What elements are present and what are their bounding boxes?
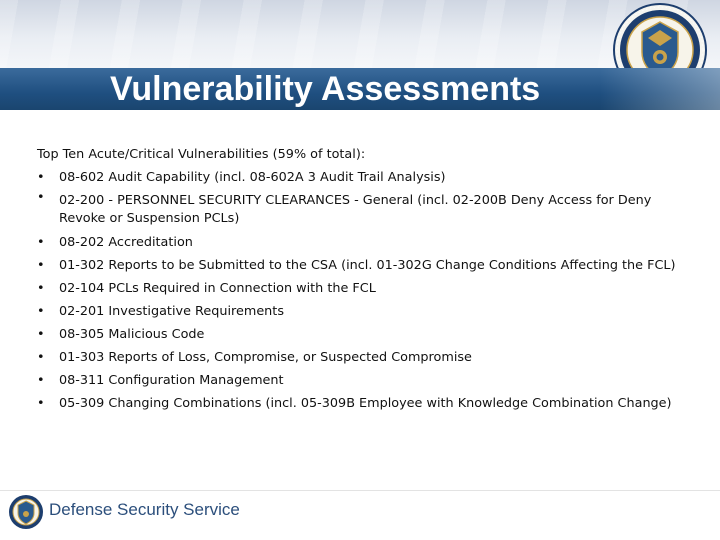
list-item: [37, 166, 697, 189]
bullet: •: [37, 190, 45, 205]
list-item-text: 01-303 Reports of Loss, Compromise, or Suspected Compromise: [59, 350, 472, 365]
list-item: [37, 392, 697, 415]
list-item: [37, 231, 697, 254]
bullet: •: [37, 304, 45, 319]
list-item-text: 08-311 Configuration Management: [59, 373, 284, 388]
bullet: •: [37, 258, 45, 273]
bullet: •: [37, 396, 45, 411]
list-item: [37, 277, 697, 300]
bullet: •: [37, 170, 45, 185]
list-item: [37, 189, 697, 231]
bullet: •: [37, 235, 45, 250]
list-item-text: 02-201 Investigative Requirements: [59, 304, 284, 319]
list-item: [37, 254, 697, 277]
footer-divider: [0, 490, 720, 491]
bullet: •: [37, 350, 45, 365]
bullet: •: [37, 373, 45, 388]
footer-organization: Defense Security Service: [49, 500, 240, 519]
page-title: Vulnerability Assessments: [110, 70, 541, 108]
list-item-text: 08-602 Audit Capability (incl. 08-602A 3 Audit Trail Analysis): [59, 170, 446, 185]
dss-logo-icon: [8, 494, 44, 530]
list-item-text: 01-302 Reports to be Submitted to the CSA (incl. 01-302G Change Conditions Affecting the FCL): [59, 258, 676, 273]
list-item-text: 08-305 Malicious Code: [59, 327, 205, 342]
vulnerability-list: [37, 166, 697, 415]
list-item-text: 05-309 Changing Combinations (incl. 05-309B Employee with Knowledge Combination Change): [59, 396, 672, 411]
list-item-text: 02-104 PCLs Required in Connection with the FCL: [59, 281, 376, 296]
bullet: •: [37, 327, 45, 342]
list-item-text: 08-202 Accreditation: [59, 235, 193, 250]
bullet: •: [37, 281, 45, 296]
list-intro: Top Ten Acute/Critical Vulnerabilities (59% of total):: [37, 147, 366, 162]
list-item: [37, 369, 697, 392]
list-item-text: 02-200 - PERSONNEL SECURITY CLEARANCES - General (incl. 02-200B Deny Access for Deny Revoke or Suspension PCLs): [59, 193, 652, 226]
list-item: [37, 346, 697, 369]
list-item: [37, 300, 697, 323]
slide-content: [37, 143, 697, 415]
list-item: [37, 323, 697, 346]
